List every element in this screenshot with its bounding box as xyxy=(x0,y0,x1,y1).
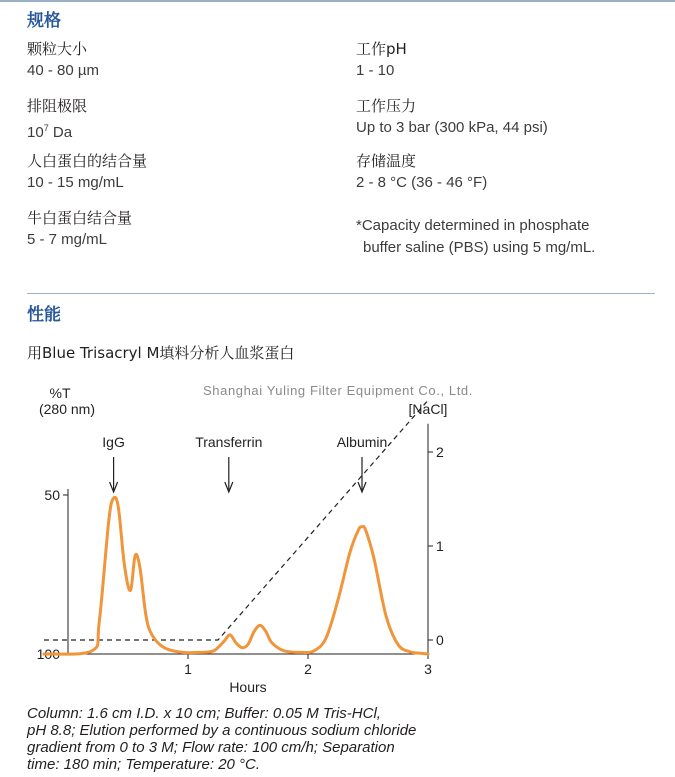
y2-tick-label: 1 xyxy=(436,538,444,554)
peak-label: Transferrin xyxy=(195,434,263,450)
spec-value: 40 - 80 µm xyxy=(27,62,100,79)
chart-caption xyxy=(27,705,647,773)
x-axis-label: Hours xyxy=(229,679,267,695)
y-axis-label: %T xyxy=(49,385,71,401)
x-tick-label: 1 xyxy=(184,661,192,677)
caption-line-3: gradient from 0 to 3 M; Flow rate: 100 cm/h; Separation xyxy=(27,739,395,756)
y2-tick-label: 0 xyxy=(436,632,444,648)
spec-label: 颗粒大小 xyxy=(27,40,88,58)
spec-value: 10 - 15 mg/mL xyxy=(27,174,124,191)
spec-label: 人白蛋白的结合量 xyxy=(27,152,148,170)
spec-value-exponent: 7 xyxy=(43,123,49,133)
x-tick-label: 2 xyxy=(304,661,312,677)
chart-title: 用Blue Trisacryl M填料分析人血浆蛋白 xyxy=(27,344,295,362)
footnote-line-2: buffer saline (PBS) using 5 mg/mL. xyxy=(363,239,596,256)
spec-label: 工作pH xyxy=(356,40,407,58)
peak-label: Albumin xyxy=(336,434,388,450)
spec-label: 牛白蛋白结合量 xyxy=(27,209,133,227)
y-tick-label: 100 xyxy=(36,646,60,662)
absorbance-curve xyxy=(44,497,428,654)
peak-label: IgG xyxy=(102,434,125,450)
x-tick-label: 3 xyxy=(424,661,432,677)
watermark-text: Shanghai Yuling Filter Equipment Co., Ltd. xyxy=(203,383,473,398)
y2-tick-label: 2 xyxy=(436,444,444,460)
caption-line-2: pH 8.8; Elution performed by a continuous sodium chloride xyxy=(27,722,417,739)
y2-axis-label: [NaCl] xyxy=(408,401,448,417)
performance-section-title: 性能 xyxy=(27,305,61,325)
spec-value-unit: Da xyxy=(48,124,73,141)
spec-value: 1 - 10 xyxy=(356,62,395,79)
caption-line-1: Column: 1.6 cm I.D. x 10 cm; Buffer: 0.05 M Tris-HCl, xyxy=(27,705,381,722)
caption-line-4: time: 180 min; Temperature: 20 °C. xyxy=(27,756,261,773)
spec-value: 5 - 7 mg/mL xyxy=(27,231,108,248)
spec-value: Up to 3 bar (300 kPa, 44 psi) xyxy=(356,119,548,136)
spec-value: 2 - 8 °C (36 - 46 °F) xyxy=(356,174,488,191)
footnote-line-1: *Capacity determined in phosphate xyxy=(356,217,590,234)
specs-section-title: 规格 xyxy=(27,11,61,31)
spec-value-base: 10 xyxy=(27,124,44,141)
spec-label: 排阻极限 xyxy=(27,97,88,115)
spec-label: 工作压力 xyxy=(356,97,417,115)
y-tick-label: 50 xyxy=(44,487,60,503)
y-axis-label-units: (280 nm) xyxy=(38,401,96,417)
chart-plot-area xyxy=(37,385,448,695)
spec-label: 存储温度 xyxy=(356,152,417,170)
